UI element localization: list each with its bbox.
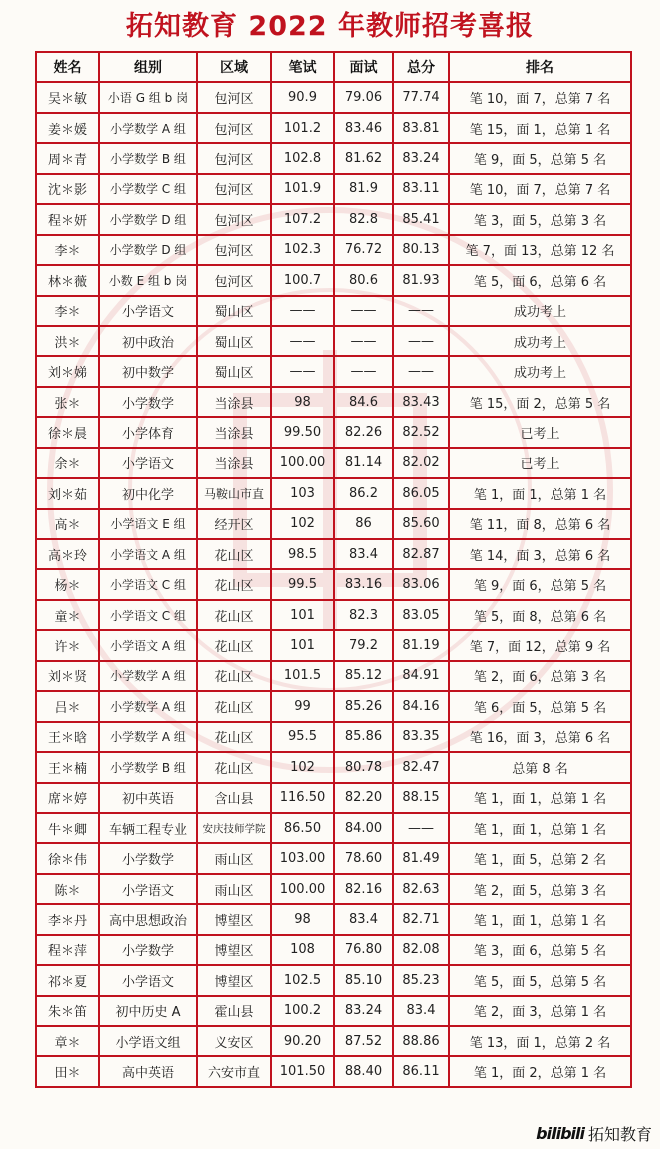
table-cell: 101.5 [271,661,334,691]
table-cell: 86 [334,509,393,539]
table-cell: 81.93 [393,265,449,295]
table-cell: 小学数学 A 组 [99,113,197,143]
table-cell: 95.5 [271,722,334,752]
table-cell: 初中数学 [99,356,197,386]
table-cell: —— [393,813,449,843]
table-cell: 81.14 [334,448,393,478]
table-cell: 85.41 [393,204,449,234]
table-cell: 86.50 [271,813,334,843]
table-cell: 童＊ [36,600,99,630]
table-cell: 102.8 [271,143,334,173]
table-cell: 笔 1，面 2，总第 1 名 [449,1056,631,1086]
table-cell: 成功考上 [449,296,631,326]
table-cell: 99 [271,691,334,721]
table-cell: 笔 11，面 8，总第 6 名 [449,509,631,539]
table-cell: 82.87 [393,539,449,569]
table-cell: 初中政治 [99,326,197,356]
table-cell: 101 [271,600,334,630]
table-cell: 牛＊卿 [36,813,99,843]
table-cell: 经开区 [197,509,271,539]
table-cell: 小学数学 D 组 [99,204,197,234]
table-cell: 包河区 [197,113,271,143]
table-row [36,296,631,326]
table-cell: 82.26 [334,417,393,447]
table-row [36,630,631,660]
table-cell: 笔 1，面 1，总第 1 名 [449,813,631,843]
table-cell: 笔 5，面 6，总第 6 名 [449,265,631,295]
table-cell: 高＊ [36,509,99,539]
table-row [36,996,631,1026]
brand-label: 拓知教育 [587,1124,652,1144]
table-cell: 徐＊晨 [36,417,99,447]
column-header: 排名 [449,52,631,82]
table-cell: 小学数学 C 组 [99,174,197,204]
table-cell: 田＊ [36,1056,99,1086]
table-cell: 王＊晗 [36,722,99,752]
table-cell: 包河区 [197,204,271,234]
table-cell: 笔 15，面 2，总第 5 名 [449,387,631,417]
table-cell: 雨山区 [197,843,271,873]
table-cell: 张＊ [36,387,99,417]
table-row [36,113,631,143]
table-cell: 85.10 [334,965,393,995]
table-cell: 100.00 [271,448,334,478]
table-cell: 小学语文 A 组 [99,630,197,660]
table-cell: 101 [271,630,334,660]
table-cell: 洪＊ [36,326,99,356]
table-cell: 成功考上 [449,356,631,386]
table-row [36,356,631,386]
table-cell: —— [271,356,334,386]
table-cell: 小学语文 A 组 [99,539,197,569]
table-cell: 包河区 [197,235,271,265]
table-cell: 李＊丹 [36,904,99,934]
table-cell: 当涂县 [197,387,271,417]
table-cell: 82.8 [334,204,393,234]
table-cell: 99.50 [271,417,334,447]
table-cell: 笔 5，面 5，总第 5 名 [449,965,631,995]
table-cell: 博望区 [197,935,271,965]
table-cell: 小语 G 组 b 岗 [99,82,197,112]
table-cell: 笔 9，面 6，总第 5 名 [449,569,631,599]
table-cell: 蜀山区 [197,356,271,386]
page-title: 拓知教育 2022 年教师招考喜报 [126,11,534,42]
table-cell: 花山区 [197,600,271,630]
table-cell: 林＊薇 [36,265,99,295]
table-cell: 含山县 [197,783,271,813]
table-cell: 小学数学 A 组 [99,722,197,752]
table-cell: 初中历史 A [99,996,197,1026]
table-cell: 83.16 [334,569,393,599]
table-cell: 车辆工程专业 [99,813,197,843]
table-cell: 笔 1，面 1，总第 1 名 [449,783,631,813]
table-cell: 笔 15，面 1，总第 1 名 [449,113,631,143]
table-cell: 笔 1，面 1，总第 1 名 [449,904,631,934]
table-cell: 初中化学 [99,478,197,508]
table-cell: 100.00 [271,874,334,904]
table-cell: 116.50 [271,783,334,813]
table-cell: 包河区 [197,265,271,295]
table-cell: 笔 7，面 12，总第 9 名 [449,630,631,660]
table-cell: 笔 3，面 6，总第 5 名 [449,935,631,965]
table-cell: —— [334,356,393,386]
table-cell: 章＊ [36,1026,99,1056]
table-row [36,174,631,204]
table-cell: 103.00 [271,843,334,873]
table-cell: 83.24 [393,143,449,173]
table-cell: 王＊楠 [36,752,99,782]
table-cell: 笔 2，面 6，总第 3 名 [449,661,631,691]
table-cell: 84.00 [334,813,393,843]
table-cell: 花山区 [197,722,271,752]
table-cell: 小学体育 [99,417,197,447]
table-row [36,235,631,265]
table-cell: 86.11 [393,1056,449,1086]
table-cell: 霍山县 [197,996,271,1026]
table-cell: 85.60 [393,509,449,539]
table-row [36,509,631,539]
table-cell: 花山区 [197,539,271,569]
table-row [36,600,631,630]
table-cell: 82.02 [393,448,449,478]
table-cell: 小学数学 B 组 [99,752,197,782]
table-cell: 小学语文组 [99,1026,197,1056]
table-row [36,448,631,478]
table-cell: 姜＊媛 [36,113,99,143]
table-row [36,539,631,569]
table-cell: 82.63 [393,874,449,904]
table-cell: 蜀山区 [197,296,271,326]
table-cell: —— [393,296,449,326]
table-cell: 83.46 [334,113,393,143]
table-cell: 90.9 [271,82,334,112]
table-cell: 笔 5，面 8，总第 6 名 [449,600,631,630]
table-cell: 小学数学 D 组 [99,235,197,265]
table-cell: 79.06 [334,82,393,112]
table-cell: 小学数学 B 组 [99,143,197,173]
table-cell: 101.2 [271,113,334,143]
table-cell: 笔 9，面 5，总第 5 名 [449,143,631,173]
table-cell: 已考上 [449,448,631,478]
table-cell: 88.86 [393,1026,449,1056]
table-cell: 花山区 [197,752,271,782]
table-row [36,478,631,508]
table-row [36,1026,631,1056]
table-cell: 杨＊ [36,569,99,599]
table-cell: 82.3 [334,600,393,630]
table-row [36,965,631,995]
table-cell: 81.49 [393,843,449,873]
table-cell: 高中英语 [99,1056,197,1086]
table-cell: 76.80 [334,935,393,965]
table-cell: 程＊萍 [36,935,99,965]
table-row [36,935,631,965]
table-cell: 90.20 [271,1026,334,1056]
column-header: 区域 [197,52,271,82]
table-cell: 成功考上 [449,326,631,356]
table-cell: —— [334,326,393,356]
table-cell: 笔 6，面 5，总第 5 名 [449,691,631,721]
table-cell: 82.16 [334,874,393,904]
table-cell: 83.43 [393,387,449,417]
table-row [36,82,631,112]
table-cell: 81.62 [334,143,393,173]
table-cell: 已考上 [449,417,631,447]
table-cell: 100.2 [271,996,334,1026]
table-cell: 笔 13，面 1，总第 2 名 [449,1026,631,1056]
table-cell: 席＊婷 [36,783,99,813]
table-cell: 周＊青 [36,143,99,173]
table-cell: 义安区 [197,1026,271,1056]
footer-watermark [536,1121,652,1145]
table-cell: 小学语文 C 组 [99,569,197,599]
table-row [36,569,631,599]
table-row [36,843,631,873]
table-cell: 小学数学 [99,935,197,965]
table-cell: 79.2 [334,630,393,660]
table-cell: 82.52 [393,417,449,447]
table-cell: 博望区 [197,965,271,995]
table-header-row [36,52,631,82]
table-cell: 总第 8 名 [449,752,631,782]
table-cell: 笔 2，面 3，总第 1 名 [449,996,631,1026]
table-cell: 102.5 [271,965,334,995]
table-cell: 88.40 [334,1056,393,1086]
table-cell: 78.60 [334,843,393,873]
table-cell: 安庆技师学院 [197,813,271,843]
table-cell: 84.16 [393,691,449,721]
table-cell: 笔 10，面 7，总第 7 名 [449,82,631,112]
table-cell: 86.05 [393,478,449,508]
table-cell: 花山区 [197,661,271,691]
table-cell: 101.9 [271,174,334,204]
table-cell: 小学语文 [99,448,197,478]
table-cell: 98 [271,904,334,934]
table-cell: —— [271,326,334,356]
table-cell: 笔 14，面 3，总第 6 名 [449,539,631,569]
table-row [36,661,631,691]
table-row [36,143,631,173]
table-cell: 徐＊伟 [36,843,99,873]
table-cell: 雨山区 [197,874,271,904]
table-cell: 笔 10，面 7，总第 7 名 [449,174,631,204]
table-cell: 小学数学 [99,843,197,873]
table-cell: 83.05 [393,600,449,630]
table-cell: 包河区 [197,143,271,173]
table-cell: 76.72 [334,235,393,265]
table-cell: 包河区 [197,174,271,204]
table-cell: 85.12 [334,661,393,691]
table-row [36,813,631,843]
bilibili-logo: bilibili [536,1123,584,1143]
table-cell: 初中英语 [99,783,197,813]
table-cell: 马鞍山市直 [197,478,271,508]
table-cell: 小学语文 [99,874,197,904]
table-cell: 程＊妍 [36,204,99,234]
table-cell: 108 [271,935,334,965]
table-cell: 80.13 [393,235,449,265]
table-cell: 小学语文 E 组 [99,509,197,539]
table-cell: 笔 7，面 13，总第 12 名 [449,235,631,265]
table-cell: —— [271,296,334,326]
table-cell: 小学数学 A 组 [99,691,197,721]
table-cell: 102.3 [271,235,334,265]
table-cell: 高中思想政治 [99,904,197,934]
column-header: 组别 [99,52,197,82]
table-cell: 85.26 [334,691,393,721]
table-cell: 花山区 [197,630,271,660]
table-cell: 82.47 [393,752,449,782]
table-cell: 刘＊贤 [36,661,99,691]
table-cell: 蜀山区 [197,326,271,356]
table-cell: 祁＊夏 [36,965,99,995]
table-cell: 笔 1，面 5，总第 2 名 [449,843,631,873]
column-header: 总分 [393,52,449,82]
table-cell: 沈＊影 [36,174,99,204]
table-row [36,874,631,904]
table-row [36,417,631,447]
table-row [36,326,631,356]
table-cell: 83.4 [393,996,449,1026]
table-cell: —— [393,326,449,356]
table-cell: 85.23 [393,965,449,995]
table-cell: 85.86 [334,722,393,752]
table-cell: 83.4 [334,904,393,934]
table-cell: 小学语文 [99,296,197,326]
table-cell: 笔 1，面 1，总第 1 名 [449,478,631,508]
table-cell: 81.19 [393,630,449,660]
table-cell: 99.5 [271,569,334,599]
table-cell: 80.78 [334,752,393,782]
table-cell: 84.91 [393,661,449,691]
table-cell: 吕＊ [36,691,99,721]
table-cell: 小学语文 [99,965,197,995]
table-cell: 101.50 [271,1056,334,1086]
table-row [36,691,631,721]
table-cell: 80.6 [334,265,393,295]
table-cell: 小学数学 A 组 [99,661,197,691]
table-cell: 83.24 [334,996,393,1026]
table-row [36,904,631,934]
table-cell: 107.2 [271,204,334,234]
table-cell: 102 [271,509,334,539]
table-cell: 许＊ [36,630,99,660]
table-cell: 86.2 [334,478,393,508]
table-cell: 103 [271,478,334,508]
table-cell: 笔 16，面 3，总第 6 名 [449,722,631,752]
table-row [36,204,631,234]
table-cell: 83.4 [334,539,393,569]
table-cell: 刘＊茹 [36,478,99,508]
table-cell: —— [334,296,393,326]
table-cell: 吴＊敏 [36,82,99,112]
table-row [36,783,631,813]
table-cell: 100.7 [271,265,334,295]
table-row [36,265,631,295]
table-cell: 六安市直 [197,1056,271,1086]
table-cell: 98.5 [271,539,334,569]
table-cell: 包河区 [197,82,271,112]
table-cell: 83.06 [393,569,449,599]
column-header: 笔试 [271,52,334,82]
table-cell: 博望区 [197,904,271,934]
table-cell: 刘＊娣 [36,356,99,386]
table-cell: 朱＊笛 [36,996,99,1026]
results-table [35,51,632,1088]
table-cell: 77.74 [393,82,449,112]
table-row [36,722,631,752]
table-cell: —— [393,356,449,386]
table-cell: 84.6 [334,387,393,417]
table-cell: 83.11 [393,174,449,204]
table-cell: 82.08 [393,935,449,965]
table-cell: 88.15 [393,783,449,813]
table-cell: 陈＊ [36,874,99,904]
table-cell: 83.35 [393,722,449,752]
column-header: 姓名 [36,52,99,82]
table-cell: 李＊ [36,235,99,265]
table-cell: 当涂县 [197,417,271,447]
table-row [36,752,631,782]
table-cell: 余＊ [36,448,99,478]
table-cell: 花山区 [197,569,271,599]
table-cell: 小数 E 组 b 岗 [99,265,197,295]
table-cell: 83.81 [393,113,449,143]
table-cell: 82.71 [393,904,449,934]
table-cell: 98 [271,387,334,417]
column-header: 面试 [334,52,393,82]
table-cell: 81.9 [334,174,393,204]
table-cell: 高＊玲 [36,539,99,569]
table-cell: 笔 2，面 5，总第 3 名 [449,874,631,904]
table-cell: 102 [271,752,334,782]
table-cell: 花山区 [197,691,271,721]
table-cell: 李＊ [36,296,99,326]
table-row [36,1056,631,1086]
table-cell: 小学语文 C 组 [99,600,197,630]
table-cell: 当涂县 [197,448,271,478]
table-cell: 82.20 [334,783,393,813]
table-row [36,387,631,417]
table-cell: 笔 3，面 5，总第 3 名 [449,204,631,234]
table-cell: 小学数学 [99,387,197,417]
table-cell: 87.52 [334,1026,393,1056]
